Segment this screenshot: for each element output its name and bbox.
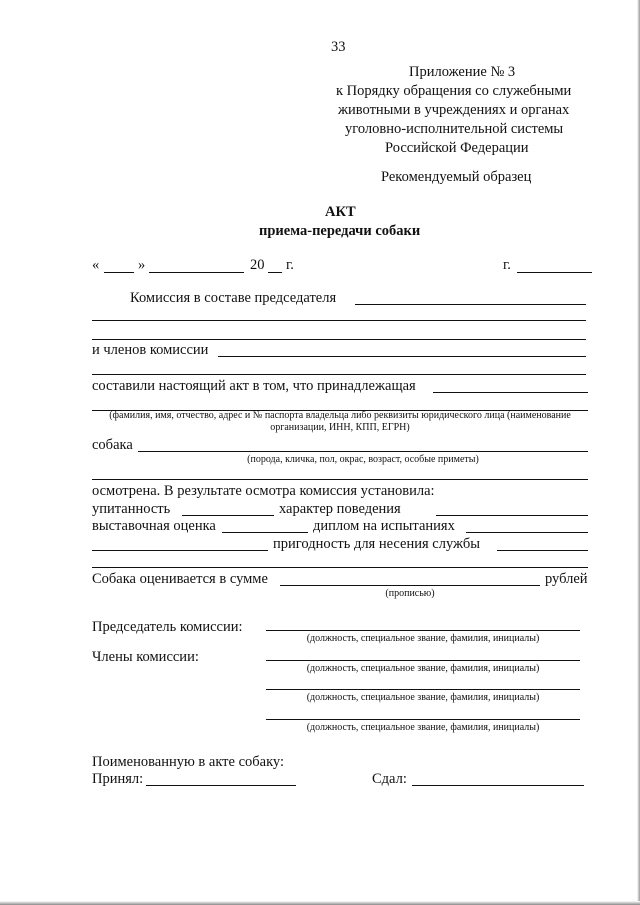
appendix-line: Российской Федерации bbox=[385, 140, 529, 156]
year-prefix: 20 bbox=[250, 257, 265, 273]
members-field[interactable] bbox=[218, 356, 586, 357]
service-fitness-field[interactable] bbox=[497, 550, 588, 551]
owner-field[interactable] bbox=[433, 392, 588, 393]
position-note: (должность, специальное звание, фамилия, инициалы) bbox=[306, 663, 540, 674]
named-dog-label: Поименованную в акте собаку: bbox=[92, 754, 285, 770]
position-note: (должность, специальное звание, фамилия, инициалы) bbox=[306, 633, 540, 644]
valuation-label: Собака оценивается в сумме bbox=[92, 571, 268, 587]
member-signature-field[interactable] bbox=[266, 689, 580, 690]
valuation-amount-field[interactable] bbox=[280, 585, 540, 586]
page-number: 33 bbox=[331, 39, 346, 55]
year-suffix: г. bbox=[286, 257, 294, 273]
behavior-field[interactable] bbox=[436, 515, 588, 516]
show-score-label: выставочная оценка bbox=[92, 518, 216, 534]
inspected-label: осмотрена. В результате осмотра комиссия установила: bbox=[92, 483, 435, 499]
year-field[interactable] bbox=[268, 272, 282, 273]
test-diploma-field[interactable] bbox=[466, 532, 588, 533]
recommended-sample: Рекомендуемый образец bbox=[381, 169, 532, 185]
chairman-signature-field[interactable] bbox=[266, 630, 580, 631]
owner-note bbox=[92, 410, 588, 434]
chairman-field-continued[interactable] bbox=[92, 320, 586, 321]
position-note: (должность, специальное звание, фамилия, инициалы) bbox=[306, 722, 540, 733]
service-fitness-prefix-field[interactable] bbox=[92, 550, 268, 551]
appendix-line: уголовно-исполнительной системы bbox=[345, 121, 564, 137]
handed-over-signature-field[interactable] bbox=[412, 785, 584, 786]
member-signature-field[interactable] bbox=[266, 660, 580, 661]
member-signature-field[interactable] bbox=[266, 719, 580, 720]
date-open-quote: « bbox=[92, 257, 100, 273]
handed-over-label: Сдал: bbox=[372, 771, 407, 787]
owner-note-line: (фамилия, имя, отчество, адрес и № паспорта владельца либо реквизиты юридического лица (наименование bbox=[109, 410, 571, 421]
dog-field[interactable] bbox=[138, 451, 588, 452]
members-field-continued[interactable] bbox=[92, 374, 586, 375]
inspection-extra-field[interactable] bbox=[92, 567, 588, 568]
in-words-note: (прописью) bbox=[385, 588, 435, 599]
service-fitness-label: пригодность для несения службы bbox=[273, 536, 480, 552]
members-label: Члены комиссии: bbox=[92, 649, 199, 665]
behavior-label: характер поведения bbox=[279, 501, 401, 517]
rubles-label: рублей bbox=[545, 571, 588, 587]
show-score-field[interactable] bbox=[222, 532, 308, 533]
compiled-act-label: составили настоящий акт в том, что принадлежащая bbox=[92, 378, 416, 394]
position-note: (должность, специальное звание, фамилия, инициалы) bbox=[306, 692, 540, 703]
chairman-field[interactable] bbox=[355, 304, 586, 305]
received-signature-field[interactable] bbox=[146, 785, 296, 786]
dog-field-continued[interactable] bbox=[92, 479, 588, 480]
scan-edge bbox=[0, 901, 640, 905]
date-close-quote: » bbox=[138, 257, 146, 273]
city-prefix: г. bbox=[503, 257, 511, 273]
owner-note-line: организации, ИНН, КПП, ЕГРН) bbox=[270, 422, 410, 433]
fatness-field[interactable] bbox=[182, 515, 274, 516]
fatness-label: упитанность bbox=[92, 501, 171, 517]
document-title: АКТ bbox=[325, 204, 356, 220]
chairman-field-continued[interactable] bbox=[92, 339, 586, 340]
dog-label: собака bbox=[92, 437, 133, 453]
document-subtitle: приема-передачи собаки bbox=[259, 223, 421, 239]
dog-note: (порода, кличка, пол, окрас, возраст, особые приметы) bbox=[247, 454, 479, 465]
appendix-line: животными в учреждениях и органах bbox=[338, 102, 570, 118]
appendix-line: к Порядку обращения со служебными bbox=[336, 83, 572, 99]
city-field[interactable] bbox=[517, 272, 592, 273]
day-field[interactable] bbox=[104, 272, 134, 273]
commission-chairman-label: Комиссия в составе председателя bbox=[130, 290, 337, 306]
month-field[interactable] bbox=[149, 272, 244, 273]
chairman-label: Председатель комиссии: bbox=[92, 619, 243, 635]
appendix-title: Приложение № 3 bbox=[409, 64, 516, 80]
received-label: Принял: bbox=[92, 771, 144, 787]
commission-members-label: и членов комиссии bbox=[92, 342, 209, 358]
test-diploma-label: диплом на испытаниях bbox=[313, 518, 455, 534]
